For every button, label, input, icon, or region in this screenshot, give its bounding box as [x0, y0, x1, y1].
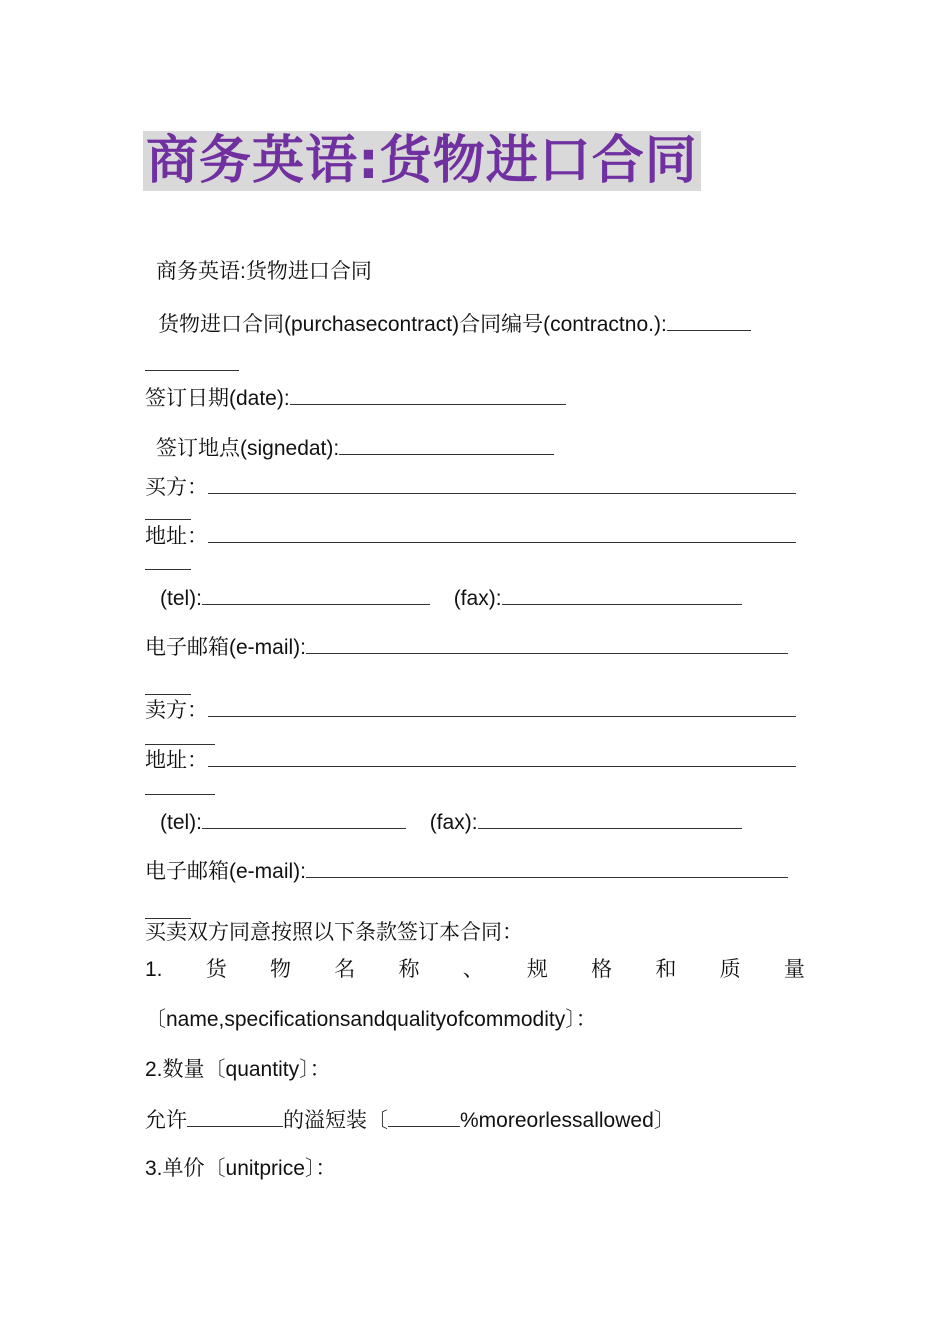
seller-address-label: 地址：	[145, 749, 208, 772]
seller-fax-blank[interactable]	[478, 808, 742, 829]
buyer-email-line	[145, 633, 788, 661]
clause-1-char: 量	[783, 958, 805, 981]
contract-number-blank-continued	[145, 370, 239, 371]
seller-name-blank[interactable]	[208, 696, 796, 717]
buyer-tel-blank[interactable]	[202, 584, 430, 605]
allowance-prefix: 允许	[145, 1109, 187, 1132]
contract-number-line	[158, 310, 751, 338]
clause-1-char: 货	[205, 958, 227, 981]
seller-tel-label: (tel):	[160, 811, 202, 834]
seller-email-blank-continued	[145, 918, 191, 919]
seller-tel-blank[interactable]	[202, 808, 406, 829]
allowance-mid: 的溢短装〔	[283, 1109, 388, 1132]
allowance-blank[interactable]	[187, 1106, 283, 1127]
buyer-name-line	[145, 473, 796, 501]
buyer-name-label: 买方：	[145, 476, 208, 499]
contract-number-blank[interactable]	[667, 310, 751, 331]
buyer-address-blank-continued	[145, 569, 191, 570]
date-blank[interactable]	[290, 384, 566, 405]
place-blank[interactable]	[339, 434, 554, 455]
subtitle: 商务英语:货物进口合同	[156, 260, 372, 283]
contract-number-label: 货物进口合同(purchasecontract)合同编号(contractno.):	[158, 313, 667, 336]
agreement-statement: 买卖双方同意按照以下条款签订本合同：	[145, 921, 523, 944]
place-line	[156, 434, 554, 462]
buyer-email-label: 电子邮箱(e-mail):	[145, 636, 306, 659]
date-line	[145, 384, 566, 412]
allowance-line	[145, 1106, 675, 1134]
clause-1-char: 称	[398, 958, 420, 981]
seller-address-blank[interactable]	[208, 746, 796, 767]
date-label: 签订日期(date):	[145, 387, 290, 410]
seller-email-line	[145, 857, 788, 885]
buyer-name-blank[interactable]	[208, 473, 796, 494]
buyer-fax-label: (fax):	[453, 587, 502, 610]
clause-3-unit-price: 3.单价〔unitprice〕：	[145, 1157, 337, 1180]
clause-1-char: 格	[591, 958, 613, 981]
seller-name-line	[145, 696, 796, 724]
clause-1-heading	[145, 957, 805, 983]
buyer-address-blank[interactable]	[208, 522, 796, 543]
clause-1-char: 、	[462, 958, 484, 981]
clause-1-number: 1.	[145, 958, 163, 981]
allowance-percent-blank[interactable]	[388, 1106, 460, 1127]
buyer-fax-blank[interactable]	[502, 584, 742, 605]
buyer-address-line	[145, 522, 796, 550]
buyer-name-blank-continued	[145, 519, 191, 520]
clause-1-char: 质	[719, 958, 741, 981]
allowance-suffix: %moreorlessallowed〕	[460, 1109, 675, 1132]
seller-fax-label: (fax):	[429, 811, 478, 834]
buyer-email-blank[interactable]	[306, 633, 788, 654]
document-title: 商务英语:货物进口合同	[143, 131, 701, 191]
seller-email-label: 电子邮箱(e-mail):	[145, 860, 306, 883]
buyer-tel-label: (tel):	[160, 587, 202, 610]
place-label: 签订地点(signedat):	[156, 437, 340, 460]
seller-name-blank-continued	[145, 744, 215, 745]
seller-address-blank-continued	[145, 794, 215, 795]
seller-email-blank[interactable]	[306, 857, 788, 878]
clause-1-char: 物	[269, 958, 291, 981]
seller-address-line	[145, 746, 796, 774]
clause-1-char: 规	[526, 958, 548, 981]
clause-1-english: 〔name,specificationsandqualityofcommodity〕：	[145, 1008, 597, 1031]
seller-tel-fax-line	[160, 808, 742, 836]
buyer-tel-fax-line	[160, 584, 742, 612]
clause-1-char: 名	[334, 958, 356, 981]
buyer-email-blank-continued	[145, 694, 191, 695]
clause-2-quantity: 2.数量〔quantity〕：	[145, 1058, 331, 1081]
buyer-address-label: 地址：	[145, 525, 208, 548]
seller-name-label: 卖方：	[145, 699, 208, 722]
clause-1-char: 和	[655, 958, 677, 981]
